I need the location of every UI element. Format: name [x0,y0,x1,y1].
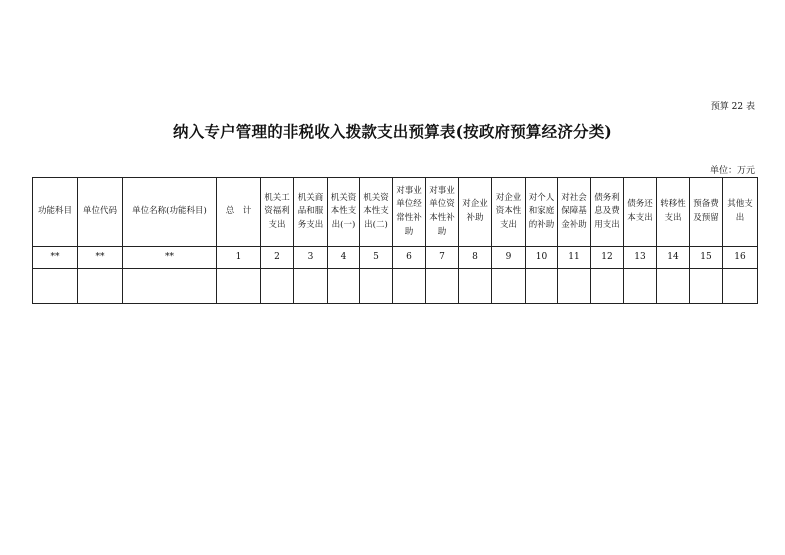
header-cell [360,178,393,247]
header-text: 机关商品和服务支出 [297,192,324,230]
form-code: 预算 22 表 [710,102,755,112]
table-cell [492,269,526,304]
header-cell [294,178,328,247]
table-cell: 8 [459,247,492,269]
table-cell: 11 [558,247,591,269]
table-cell: 13 [624,247,657,269]
header-text: 机关资本性支出(一) [330,192,357,230]
header-text: 机关工资福利支出 [264,192,290,230]
table-row [33,247,758,269]
header-cell [591,178,624,247]
table-cell: 1 [217,247,261,269]
header-text: 转移性支出 [660,199,686,223]
table-cell [328,269,360,304]
table-cell [459,269,492,304]
table-cell [261,269,294,304]
table-cell [526,269,558,304]
table-cell: 15 [690,247,723,269]
table-cell [690,269,723,304]
table-cell [393,269,426,304]
header-text: 对个人和家庭的补助 [528,192,555,230]
header-text: 对企业资本性支出 [495,192,522,230]
header-cell [492,178,526,247]
header-text: 机关资本性支出(二) [363,192,389,230]
header-cell: 单位代码 [78,178,123,247]
header-cell [328,178,360,247]
table-cell [217,269,261,304]
header-text: 对事业单位经常性补助 [396,185,422,237]
table-cell [78,269,123,304]
table-cell: 6 [393,247,426,269]
table-cell [123,269,217,304]
budget-table [32,177,758,304]
header-cell [690,178,723,247]
table-cell [426,269,459,304]
table-cell: ** [78,247,123,269]
table-row [33,269,758,304]
table-cell [657,269,690,304]
header-cell: 总 计 [217,178,261,247]
table-cell: ** [123,247,217,269]
table-cell: ** [33,247,78,269]
table-cell: 7 [426,247,459,269]
table-cell: 4 [328,247,360,269]
table-cell [624,269,657,304]
header-text: 债务还本支出 [627,199,653,223]
table-cell: 2 [261,247,294,269]
table-cell: 5 [360,247,393,269]
table-cell: 9 [492,247,526,269]
header-cell [526,178,558,247]
header-cell [558,178,591,247]
table-cell [591,269,624,304]
header-text: 对企业补助 [462,199,488,223]
header-text: 债务利息及费用支出 [594,192,620,230]
table-cell [558,269,591,304]
header-cell [393,178,426,247]
table-cell [360,269,393,304]
header-cell [459,178,492,247]
header-cell [723,178,758,247]
header-cell: 单位名称(功能科目) [123,178,217,247]
table-cell: 3 [294,247,328,269]
table-cell: 16 [723,247,758,269]
unit-label: 单位：万元 [709,166,755,176]
header-row [33,178,758,247]
table-cell [723,269,758,304]
table-cell: 14 [657,247,690,269]
header-text: 其他支出 [727,199,753,223]
header-cell: 功能科目 [33,178,78,247]
header-cell [426,178,459,247]
page-title: 纳入专户管理的非税收入拨款支出预算表(按政府预算经济分类) [173,122,612,141]
table-cell [33,269,78,304]
table-cell: 10 [526,247,558,269]
header-text: 预备费及预留 [693,199,719,223]
header-cell [624,178,657,247]
table-cell: 12 [591,247,624,269]
header-text: 对社会保障基金补助 [561,192,587,230]
header-text: 对事业单位资本性补助 [429,185,455,237]
header-cell [657,178,690,247]
header-cell [261,178,294,247]
table-cell [294,269,328,304]
